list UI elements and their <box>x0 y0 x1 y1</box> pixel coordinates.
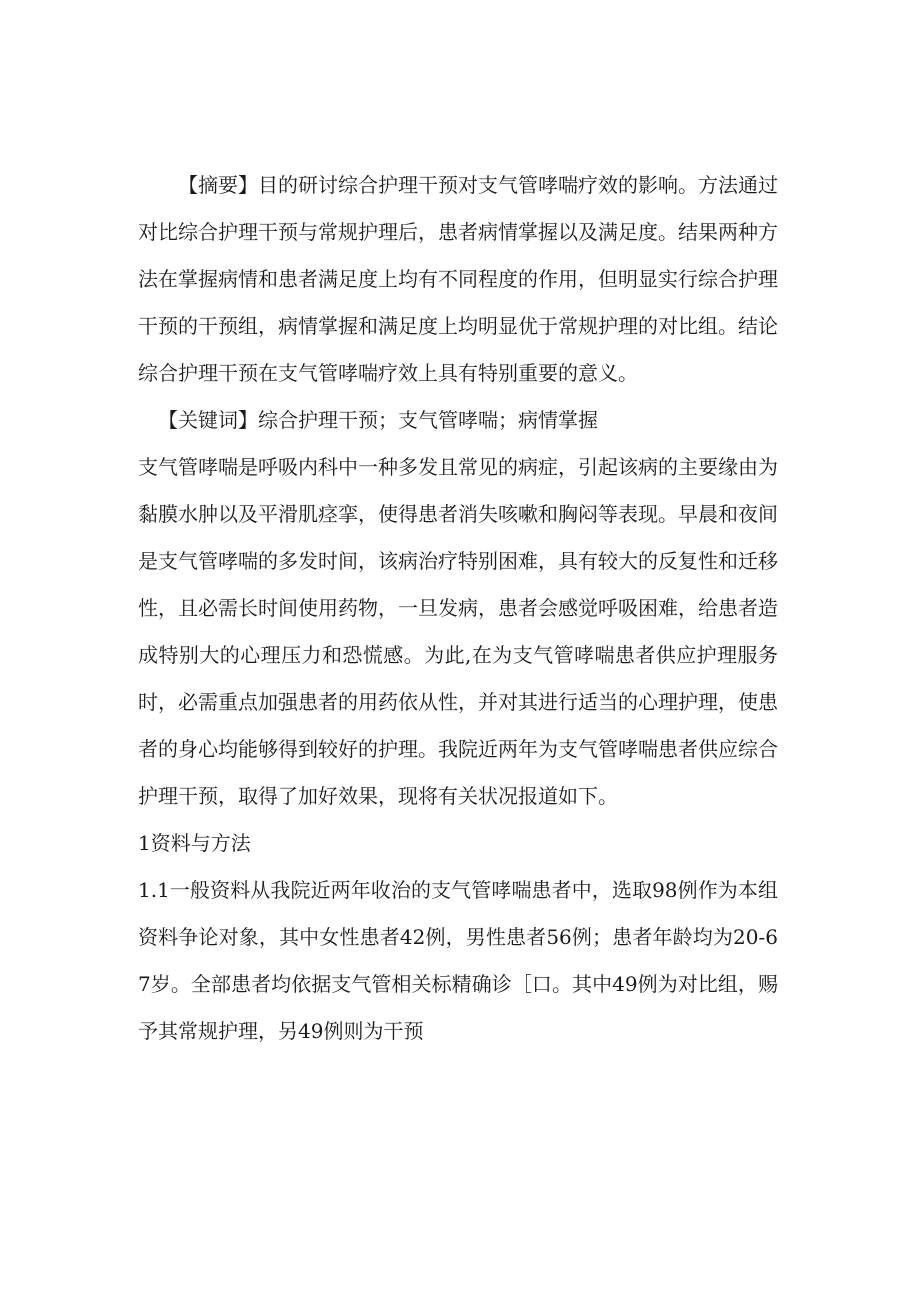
document-body <box>138 162 778 1055</box>
introduction-paragraph: 支气管哮喘是呼吸内科中一种多发且常见的病症，引起该病的主要缘由为黏膜水肿以及平滑肌痉挛，使得患者消失咳嗽和胸闷等表现。早晨和夜间是支气管哮喘的多发时间，该病治疗特别困难，具有较大的反复性和迁移性，且必需长时间使用药物，一旦发病，患者会感觉呼吸困难，给患者造成特别大的心理压力和恐慌感。为此,在为支气管哮喘患者供应护理服务时，必需重点加强患者的用药依从性，并对其进行适当的心理护理，使患者的身心均能够得到较好的护理。我院近两年为支气管哮喘患者供应综合护理干预，取得了加好效果，现将有关状况报道如下。 <box>138 455 778 808</box>
abstract-paragraph: 【摘要】目的研讨综合护理干预对支气管哮喘疗效的影响。方法通过对比综合护理干预与常规护理后，患者病情掌握以及满足度。结果两种方法在掌握病情和患者满足度上均有不同程度的作用，但明显实行综合护理干预的干预组，病情掌握和满足度上均明显优于常规护理的对比组。结论综合护理干预在支气管哮喘疗效上具有特别重要的意义。 <box>138 173 778 385</box>
section-1-1-paragraph: 1.1一般资料从我院近两年收治的支气管哮喘患者中，选取98例作为本组资料争论对象，其中女性患者42例，男性患者56例；患者年龄均为20-67岁。全部患者均依据支气管相关标精确诊［口。其中49例为对比组，赐予其常规护理，另49例则为干预 <box>138 878 778 1043</box>
section-heading: 1资料与方法 <box>138 831 251 855</box>
keywords-line: 【关键词】综合护理干预；支气管哮喘；病情掌握 <box>158 408 598 432</box>
